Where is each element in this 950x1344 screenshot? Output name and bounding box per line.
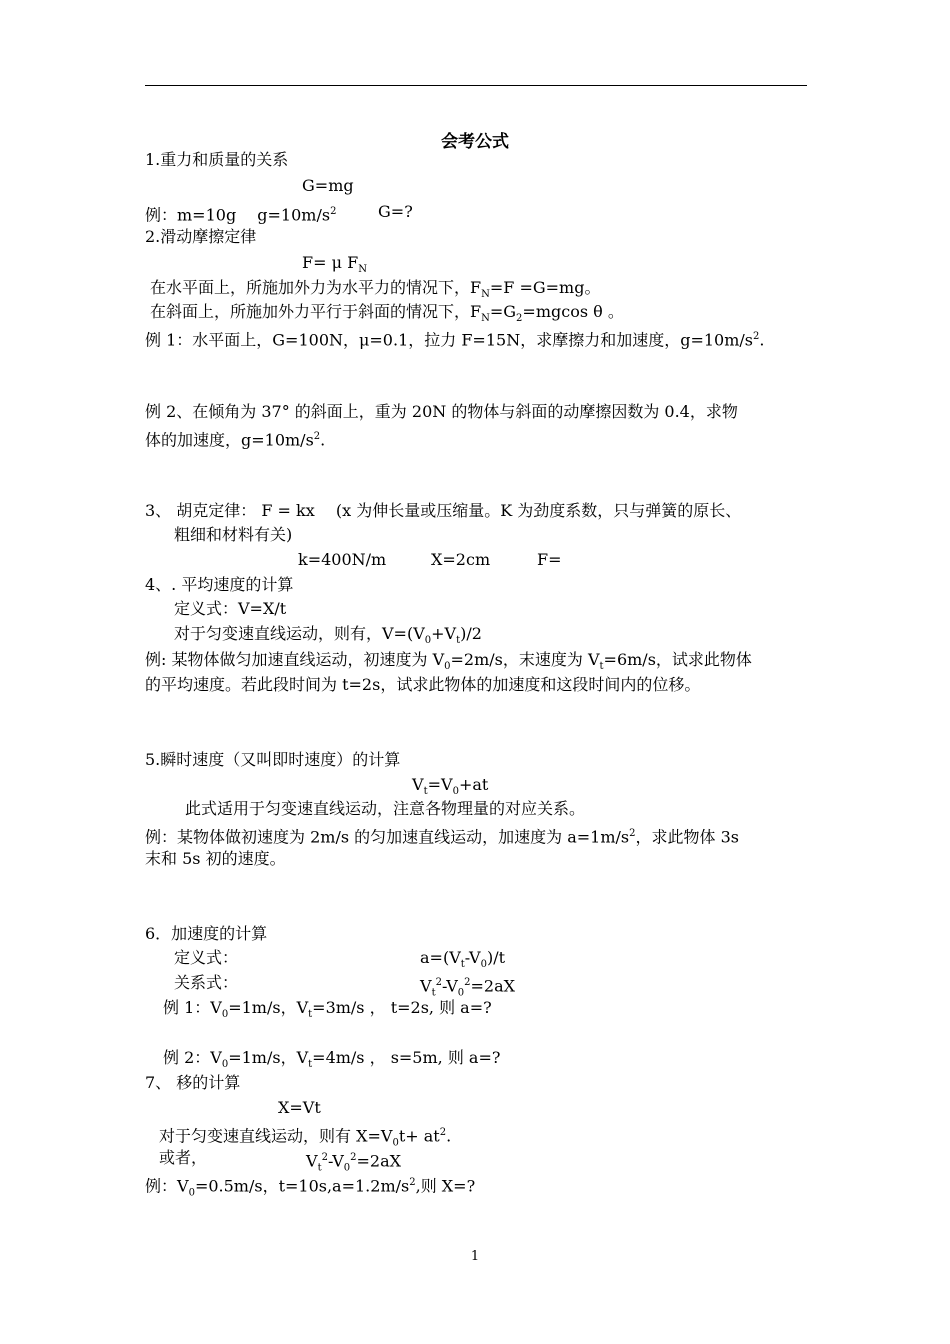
s7-example: 例：$V_0=0.5m/s$，$t=10s,a=1.2m/s^2$,则 X=? [145,1176,476,1199]
s3-hooke-law-line-1: 3、 胡克定律： F = kx (x 为伸长量或压缩量。K 为劲度系数，只与弹簧的原长、 [145,501,742,520]
page-number: 1 [470,1249,480,1264]
s4-heading: 4、. 平均速度的计算 [145,575,294,594]
s7-or-label: 或者， [159,1148,208,1167]
s7-uniform-formula: 对于匀变速直线运动，则有 $X=V_0t+ at^2$. [159,1126,452,1149]
s6-heading: 6．加速度的计算 [145,924,268,943]
s6-relation-label: 关系式： [174,973,239,992]
s7-or-formula: $V_t^2-V_0^2=2aX$ [306,1151,402,1174]
s7-formula: X=Vt [278,1098,321,1117]
s4-uniform-formula: 对于匀变速直线运动，则有，$V=(V_0+V_t)/2$ [174,624,482,647]
s5-heading: 5.瞬时速度（又叫即时速度）的计算 [145,750,401,769]
s6-relation-formula: $V_t^2-V_0^2=2aX$ [420,976,516,999]
page-title: 会考公式 [441,132,509,152]
s6-definition-formula: $a=(V_t-V_0)/t$ [420,948,506,971]
s4-definition: 定义式：V=X/t [174,599,287,618]
s2-horizontal-case: 在水平面上，所施加外力为水平力的情况下，$F_N=F =G=mg$。 [150,278,601,301]
s6-definition-label: 定义式： [174,948,239,967]
s4-example-line-1: 例: 某物体做匀加速直线运动，初速度为 $V_0=2m/s$，末速度为 $V_t=6m/s$，试求此物体 [145,650,752,673]
s1-heading: 1.重力和质量的关系 [145,150,289,169]
s1-example-question: G=? [378,202,413,221]
s6-example-2: 例 2：$V_0=1m/s$，$V_t=4m/s$ ， s=5m, 则 a=? [163,1048,501,1071]
s1-example: 例：m=10g $g=10m/s^2$ [145,205,337,225]
s7-heading: 7、 移的计算 [145,1073,241,1092]
s2-example-2-line-1: 例 2、在倾角为 37° 的斜面上，重为 20N 的物体与斜面的动摩擦因数为 0.4，求物 [145,402,738,421]
s3-given-x: X=2cm [431,550,491,569]
s3-hooke-law-line-2: 粗细和材料有关) [174,525,293,544]
s5-note: 此式适用于匀变速直线运动，注意各物理量的对应关系。 [185,799,586,818]
s2-incline-case: 在斜面上，所施加外力平行于斜面的情况下，$F_N=G_2=mgcos$ θ 。 [150,302,624,325]
s5-example-line-1: 例：某物体做初速度为 2m/s 的匀加速直线运动，加速度为 $a=1m/s^2$，求此物体 3s [145,827,739,847]
s5-formula: $V_t=V_0+at$ [412,775,489,798]
s6-example-1: 例 1：$V_0=1m/s$，$V_t=3m/s$ ， t=2s, 则 a=? [163,998,492,1021]
s3-given-k: k=400N/m [298,550,387,569]
s2-example-2-line-2: 体的加速度，$g=10m/s^2$. [145,430,326,450]
s4-example-line-2: 的平均速度。若此段时间为 t=2s，试求此物体的加速度和这段时间内的位移。 [145,675,701,694]
s2-formula: F= μ $F_N$ [302,253,367,276]
s1-formula: G=mg [302,176,354,195]
s5-example-line-2: 末和 5s 初的速度。 [145,849,286,868]
s2-example-1: 例 1：水平面上，G=100N，μ=0.1，拉力 F=15N，求摩擦力和加速度，$g=10m/s^2$. [145,330,765,350]
s2-heading: 2.滑动摩擦定律 [145,227,257,246]
header-rule [145,85,807,86]
s3-find-f: F= [537,550,562,569]
